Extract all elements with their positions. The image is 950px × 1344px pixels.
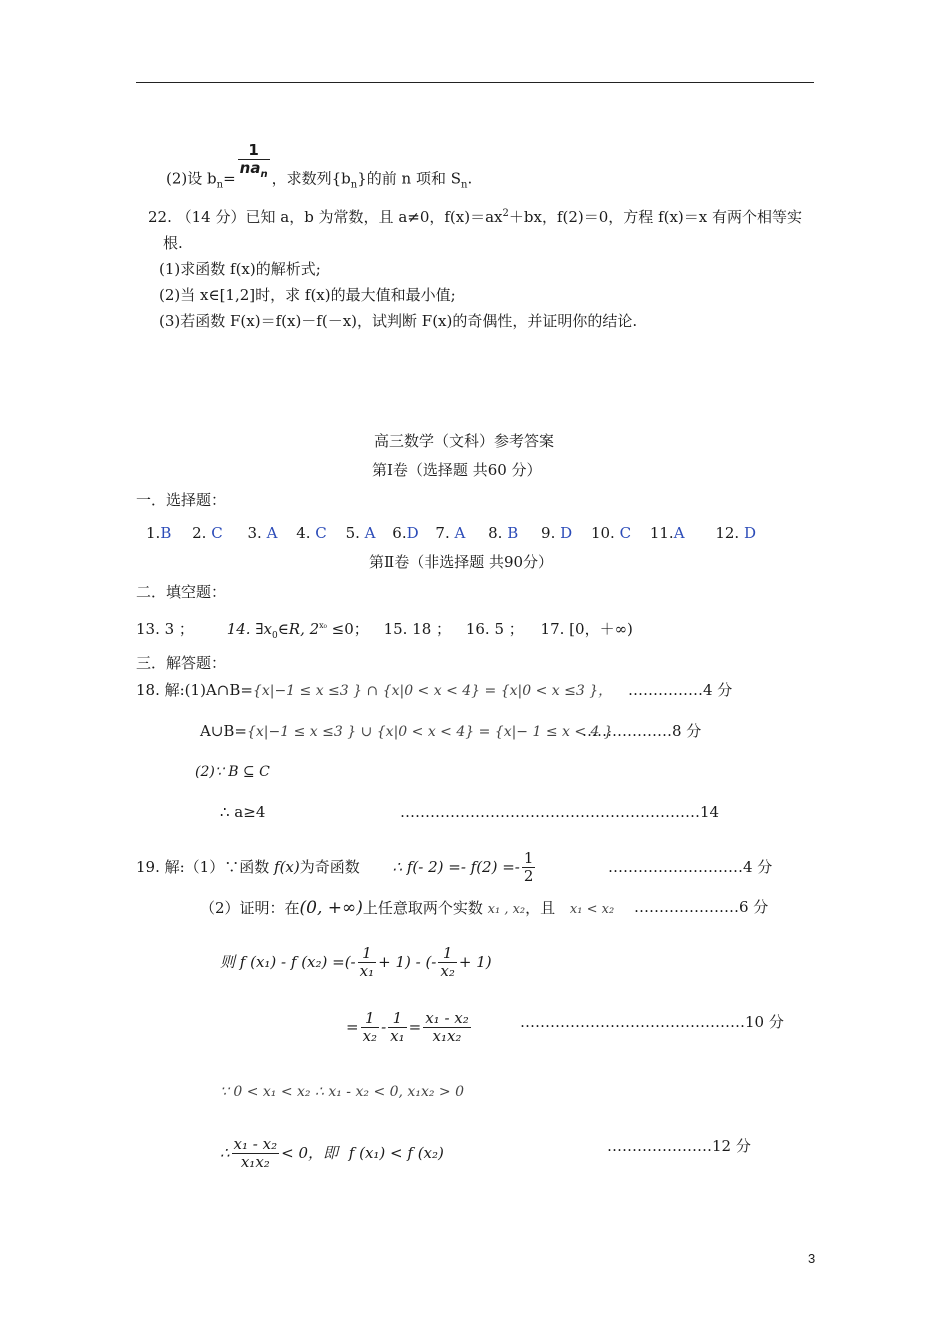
fill-answers [136,620,633,642]
a19-frac-diff-num: x₁ - x₂ [425,1009,469,1027]
a19-line6 [220,1136,444,1172]
mc-6 [392,524,418,542]
volume-2-heading: 第Ⅱ卷（非选择题 共90分） [369,553,554,571]
a19-frac-1-num: 1 [358,945,376,963]
fill-13: 13. 3 ； [136,620,194,638]
fill-14 [226,620,369,641]
a19-frac-1-den: x₁ [359,962,375,981]
a19-l6-a: ∴ [220,1143,230,1162]
q22-part2: (2)当 x∈[1,2]时，求 f(x)的最大值和最小值; [159,286,456,304]
fill-14-sup: x₀ [319,621,327,630]
mc-10-ans: C [619,524,632,542]
a19-frac-diff2 [232,1136,280,1172]
q21-sub2: n [350,179,358,191]
a18-head: 18. 解:(1)A∩B= [136,681,253,699]
q21-eq: = [223,169,236,188]
fill-16: 16. 5 ； [465,620,524,638]
mc-5-ans: A [364,524,376,542]
a19-frac-1-x1 [358,945,376,981]
a18-line3: (2)∵ B ⊆ C [195,764,270,780]
mc-12-num: 12. [715,524,740,542]
mc-3 [247,524,277,542]
mc-2-num: 2. [192,524,207,542]
mc-9-ans: D [560,524,573,542]
a19-l3-b: + 1) - (- [378,952,437,971]
mc-1 [146,524,171,542]
mc-11 [650,524,685,542]
a19-line2 [200,898,614,918]
a19-score3: ………………………………………10 分 [520,1013,784,1031]
mc-8-ans: B [507,524,519,542]
fill-17: 17. [0，＋∞) [540,620,633,638]
q22-text-a: 22. （14 分）已知 a，b 为常数，且 a≠0，f(x)＝ax [148,208,503,226]
a19-frac-2-den: x₂ [440,962,455,981]
q21-frac-den-text: na [239,159,261,178]
mc-10 [591,524,631,542]
a19-frac-diff-den: x₁x₂ [432,1027,462,1046]
a19-frac-3-den: x₂ [362,1027,378,1046]
mc-12-ans: D [743,524,756,542]
a19-half-num: 1 [523,849,534,867]
section-2-heading: 二．填空题： [136,583,227,601]
q21-text-a: (2)设 b [166,169,217,188]
q21-text-d: . [467,169,473,188]
a19-frac-1-over-x1 [388,1010,406,1046]
a19-frac-3-num: 1 [361,1010,379,1028]
mc-1-ans: B [160,524,172,542]
q21-frac-num: 1 [238,142,270,160]
mc-4 [296,524,327,542]
q21-text-b: ，求数列{b [271,169,351,188]
q22-text-b: ＋bx，f(2)＝0，方程 f(x)＝x 有两个相等实 [508,208,803,226]
a19-line1 [136,850,537,886]
a19-frac-1-x2 [438,945,456,981]
a18-line2 [200,722,613,741]
q21-frac-sub: n [260,169,268,181]
a19-half-den: 2 [523,867,534,886]
a18-score3: ……………………………………………………14 [400,803,720,821]
a19-score2: …………………6 分 [634,898,769,916]
fill-14-b: ∈R, 2 [277,620,320,638]
mc-9 [541,524,572,542]
mc-5 [346,524,376,542]
a18-line1 [136,681,612,700]
a18-l2-sets: {x|−1 ≤ x ≤3 } ∪ {x|0 < x < 4} = {x|− 1 ≤ x < 4 } [247,724,613,740]
a19-head: 19. 解:（1）∵函数 [136,857,270,876]
mc-11-ans: A [673,524,685,542]
a18-l2-a: A∪B= [200,722,247,740]
a19-f: f(x) [274,857,300,876]
mc-7-num: 7. [435,524,450,542]
a19-frac-diff [423,1010,471,1046]
q22-line1 [148,208,802,226]
q21-sub3: n [461,179,468,191]
mc-3-ans: A [266,524,278,542]
a19-interval: (0, +∞) [299,898,363,918]
fill-15: 15. 18 ； [383,620,452,638]
a19-odd: 为奇函数 [299,857,360,876]
mc-10-num: 10. [590,524,615,542]
a19-l6-b: < 0，即 [281,1143,338,1162]
q21-sub: n [216,179,224,191]
answers-title: 高三数学（文科）参考答案 [374,432,555,450]
a19-frac-1-over-x2 [361,1010,379,1046]
mc-5-num: 5. [345,524,360,542]
a19-score4: …………………12 分 [607,1137,751,1155]
a19-ineq: x₁ < x₂ [569,902,615,917]
header-rule [136,82,814,83]
a19-l4-eq2: = [408,1017,422,1036]
q21-frac-den [238,160,270,181]
page-number: 3 [808,1251,816,1266]
a18-l1-sets: {x|−1 ≤ x ≤3 } ∩ {x|0 < x < 4} = {x|0 < x ≤3 }， [252,683,613,699]
mc-8 [488,524,518,542]
mc-7 [435,524,465,542]
mc-4-num: 4. [296,524,311,542]
mc-2-ans: C [211,524,223,542]
a19-l4-minus: - [381,1017,387,1036]
q21-fraction [238,142,270,181]
q22-part1: (1)求函数 f(x)的解析式; [159,260,321,278]
section-3-heading: 三．解答题： [136,654,227,672]
mc-answers [146,524,756,542]
a18-score1: ……………4 分 [628,681,733,699]
a19-l3-c: + 1) [458,952,492,971]
a19-frac-4-num: 1 [388,1010,406,1028]
a18-score2: ………………8 分 [582,722,702,740]
a19-frac-4-den: x₁ [390,1027,405,1046]
section-1-heading: 一．选择题： [136,491,227,509]
a19-line4 [346,1010,473,1046]
a19-l2-a: （2）证明：在 [200,899,300,917]
mc-11-num: 11. [649,524,674,542]
a19-l6-c: f (x₁) < f (x₂) [348,1143,444,1162]
a19-therefore: ∴ f(- 2) =- f(2) =- [392,857,520,876]
mc-6-ans: D [406,524,419,542]
a19-l4-eq: = [346,1017,359,1036]
fill-14-c: ≤0； [326,620,369,638]
a19-frac-diff2-den: x₁x₂ [240,1153,270,1172]
q22-sup: 2 [502,208,509,219]
fill-14-sub: 0 [271,631,278,641]
mc-8-num: 8. [488,524,503,542]
mc-3-num: 3. [247,524,262,542]
q21-text-c: }的前 n 项和 S [357,169,461,188]
a19-line5: ∵ 0 < x₁ < x₂ ∴ x₁ - x₂ < 0, x₁x₂ > 0 [220,1084,464,1100]
a19-x1x2: x₁ , x₂ [487,902,526,917]
mc-9-num: 9. [541,524,556,542]
a19-l2-c: ，且 [525,899,556,917]
q21-part2 [166,142,472,191]
a18-line4: ∴ a≥4 [220,803,266,821]
fill-14-a: 14. ∃x [226,620,272,638]
q22-line2: 根. [163,234,183,252]
a19-frac-diff2-num: x₁ - x₂ [233,1135,278,1153]
mc-7-ans: A [454,524,466,542]
q22-part3: (3)若函数 F(x)＝f(x)－f(－x)，试判断 F(x)的奇偶性，并证明你的结论. [159,312,638,330]
mc-1-num: 1. [146,524,161,542]
a19-l2-b: 上任意取两个实数 [362,899,483,917]
a19-score1: ………………………4 分 [608,858,773,876]
a19-l3-a: 则 f (x₁) - f (x₂) =(- [220,952,356,971]
a19-frac-2-num: 1 [438,945,456,963]
a19-half-fraction [522,850,536,886]
mc-4-ans: C [315,524,327,542]
volume-1-heading: 第Ⅰ卷（选择题 共60 分） [372,461,542,479]
mc-6-num: 6. [392,524,407,542]
mc-12 [715,524,756,542]
a19-line3 [220,945,492,981]
mc-2 [192,524,223,542]
